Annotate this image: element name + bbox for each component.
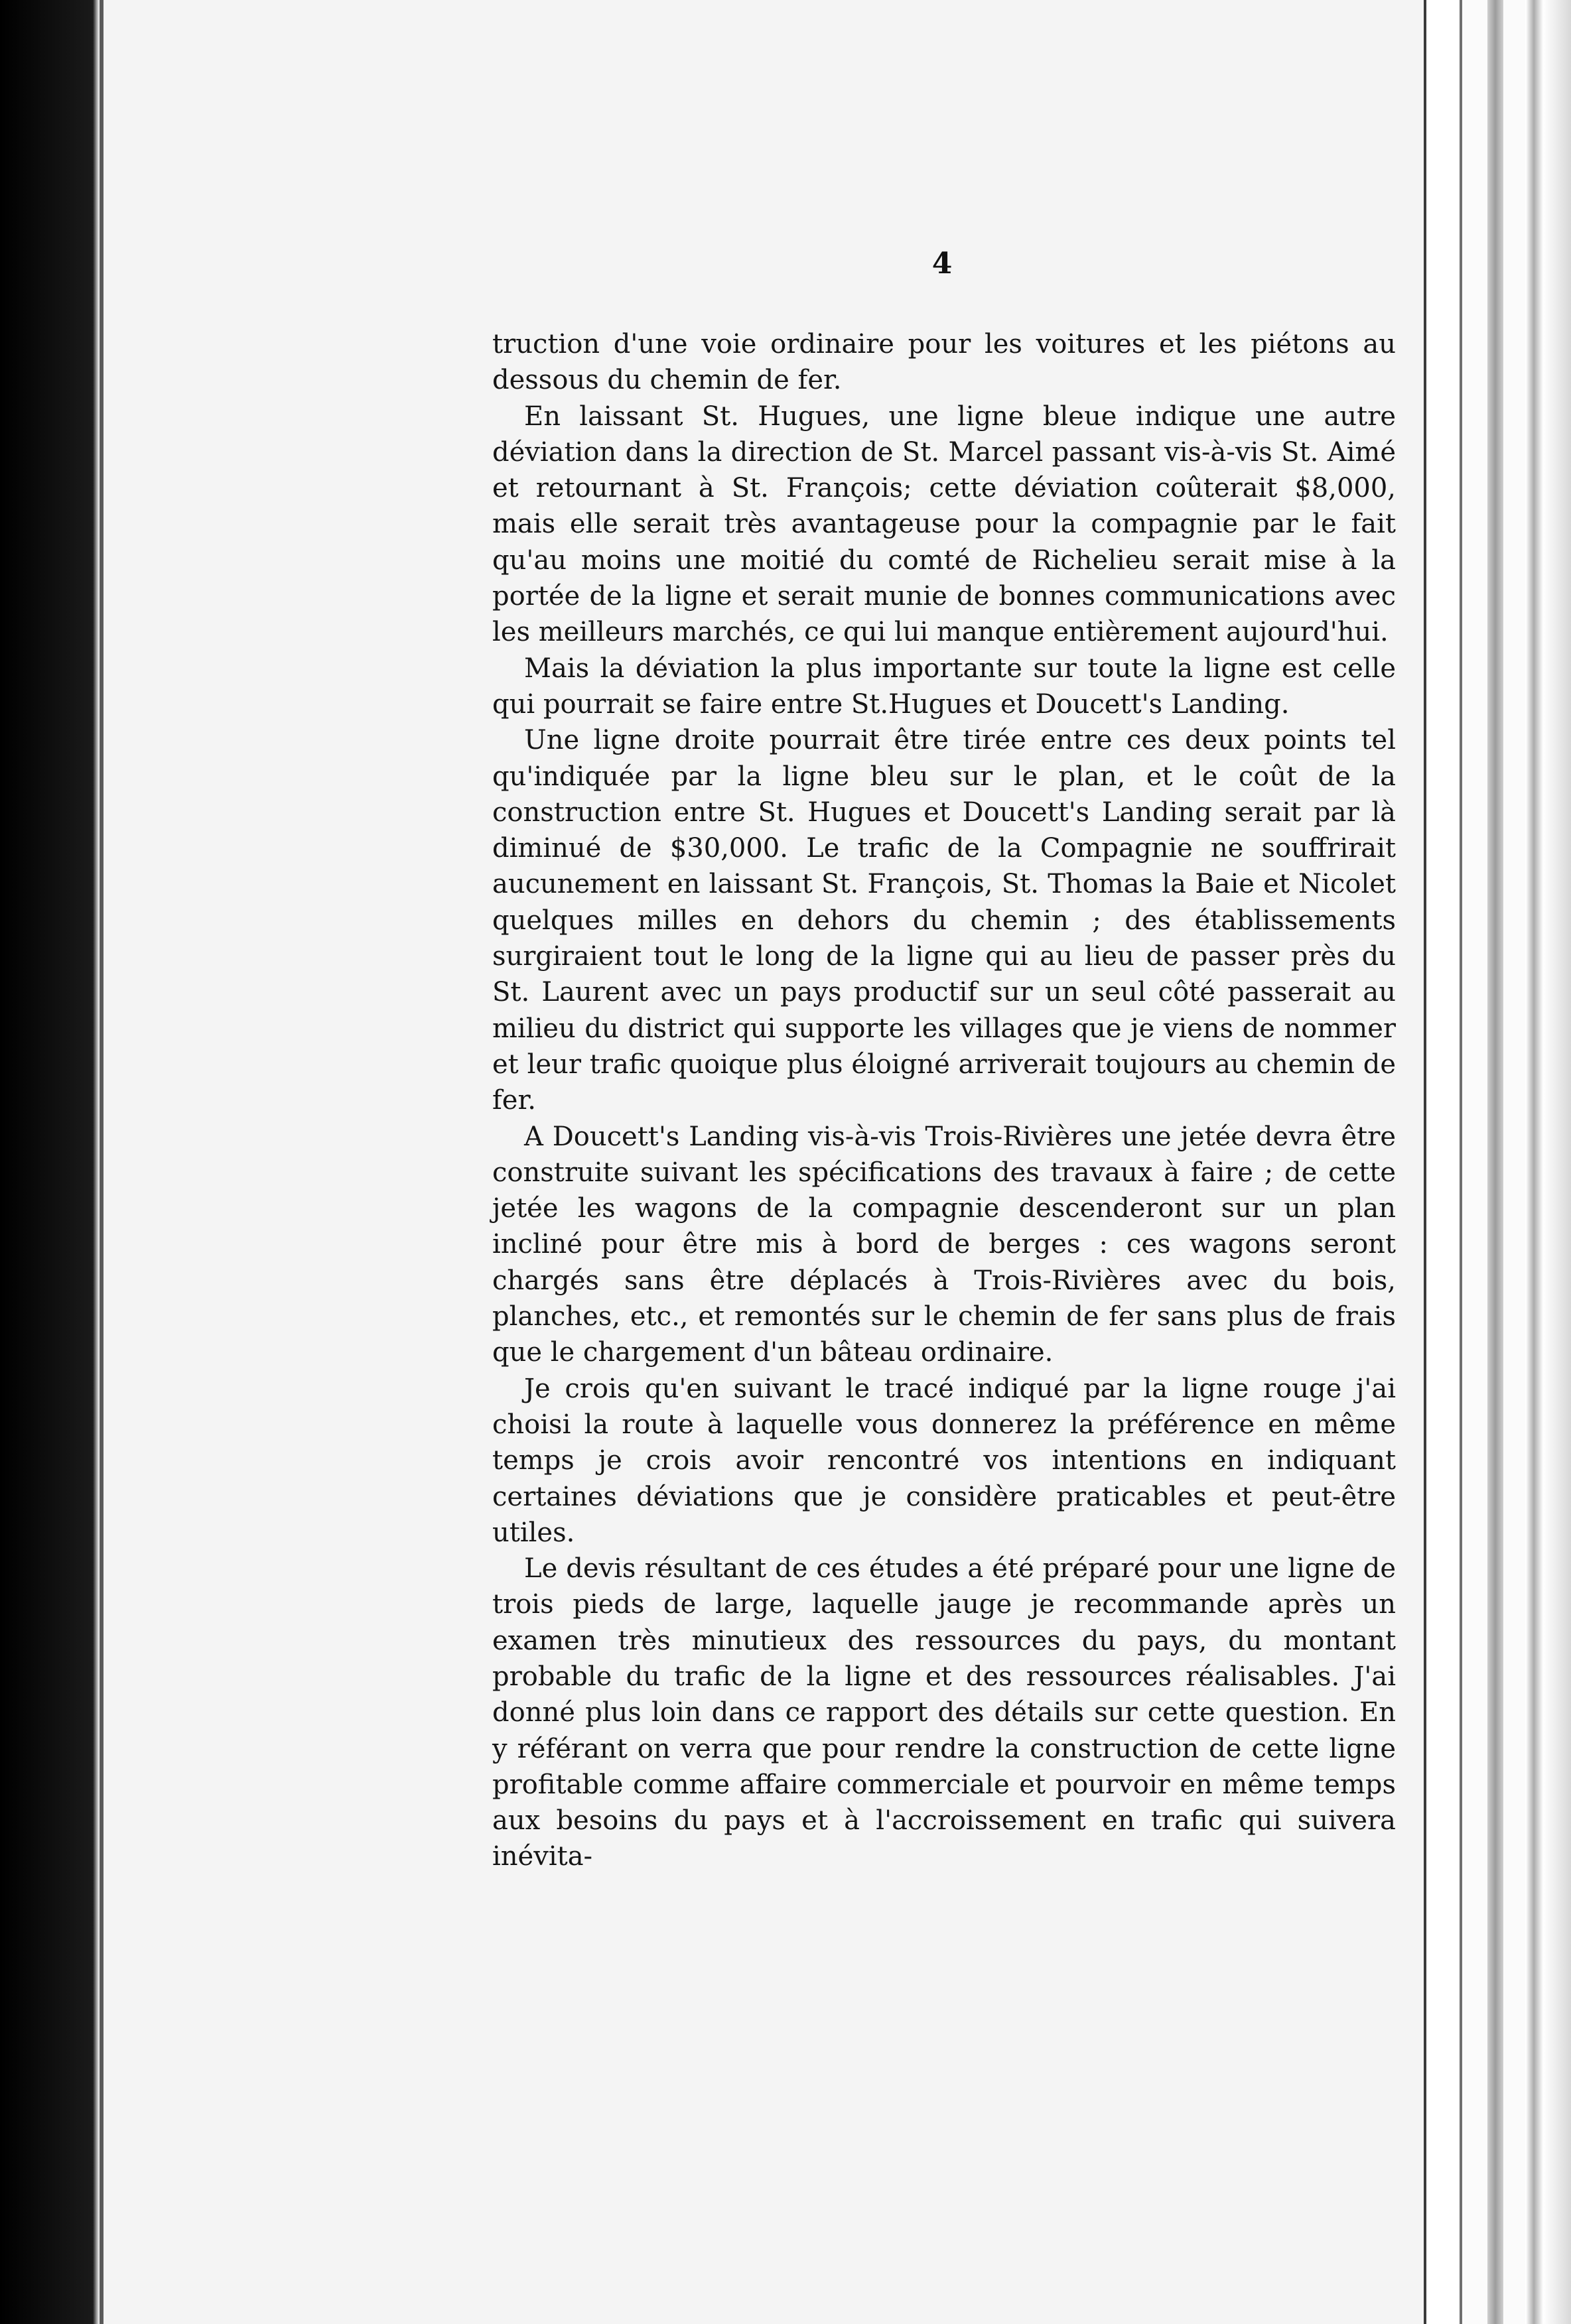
page-number: 4 [931, 247, 953, 281]
paragraph-1: truction d'une voie ordinaire pour les voitures et les piétons au dessous du chemin de fer. [492, 329, 1396, 396]
paragraph-7: Le devis résultant de ces études a été préparé pour une ligne de trois pieds de large, laquelle jauge je recommande après un examen très minutieux des ressources du pays, du montant probable du trafic de la ligne et des ressources réalisables. J'ai donné plus loin dans ce rapport des détails sur cette question. En y référant on verra que pour rendre la construction de cette ligne profitable comme affaire commerciale et pourvoir en même temps aux besoins du pays et à l'accroissement en trafic qui suivera inévita- [492, 1553, 1396, 1872]
body-text [492, 326, 1396, 1875]
paragraph-3: Mais la déviation la plus importante sur toute la ligne est celle qui pourrait se faire entre St.Hugues et Doucett's Landing. [492, 653, 1396, 720]
paragraph-4: Une ligne droite pourrait être tirée entre ces deux points tel qu'indiquée par la ligne bleu sur le plan, et le coût de la construction entre St. Hugues et Doucett's Landing serait par là diminué de $30,000. Le trafic de la Compagnie ne souffrirait aucunement en laissant St. François, St. Thomas la Baie et Nicolet quelques milles en dehors du chemin ; des établissements surgiraient tout le long de la ligne qui au lieu de passer près du St. Laurent avec un pays productif sur un seul côté passerait au milieu du district qui supporte les villages que je viens de nommer et leur trafic quoique plus éloigné arriverait toujours au chemin de fer. [492, 725, 1396, 1116]
paragraph-5: A Doucett's Landing vis-à-vis Trois-Rivières une jetée devra être construite suivant les spécifications des travaux à faire ; de cette jetée les wagons de la compagnie descenderont sur un plan incliné pour être mis à bord de berges : ces wagons seront chargés sans être déplacés à Trois-Rivières avec du bois, planches, etc., et remontés sur le chemin de fer sans plus de frais que le chargement d'un bâteau ordinaire. [492, 1121, 1396, 1368]
paper-sheet [100, 0, 1426, 2324]
binding-spine [1487, 0, 1503, 2324]
paragraph-6: Je crois qu'en suivant le tracé indiqué par la ligne rouge j'ai choisi la route à laquelle vous donnerez la préférence en même temps je crois avoir rencontré vos intentions en indiquant certaines déviations que je considère praticables et peut-être utiles. [492, 1373, 1396, 1548]
paragraph-2: En laissant St. Hugues, une ligne bleue indique une autre déviation dans la direction de St. Marcel passant vis-à-vis St. Aimé et retournant à St. François; cette déviation coûterait $8,000, mais elle serait très avantageuse pour la compagnie par le fait qu'au moins une moitié du comté de Richelieu serait mise à la portée de la ligne et serait munie de bonnes communications avec les meilleurs marchés, ce qui lui manque entièrement aujourd'hui. [492, 401, 1396, 648]
